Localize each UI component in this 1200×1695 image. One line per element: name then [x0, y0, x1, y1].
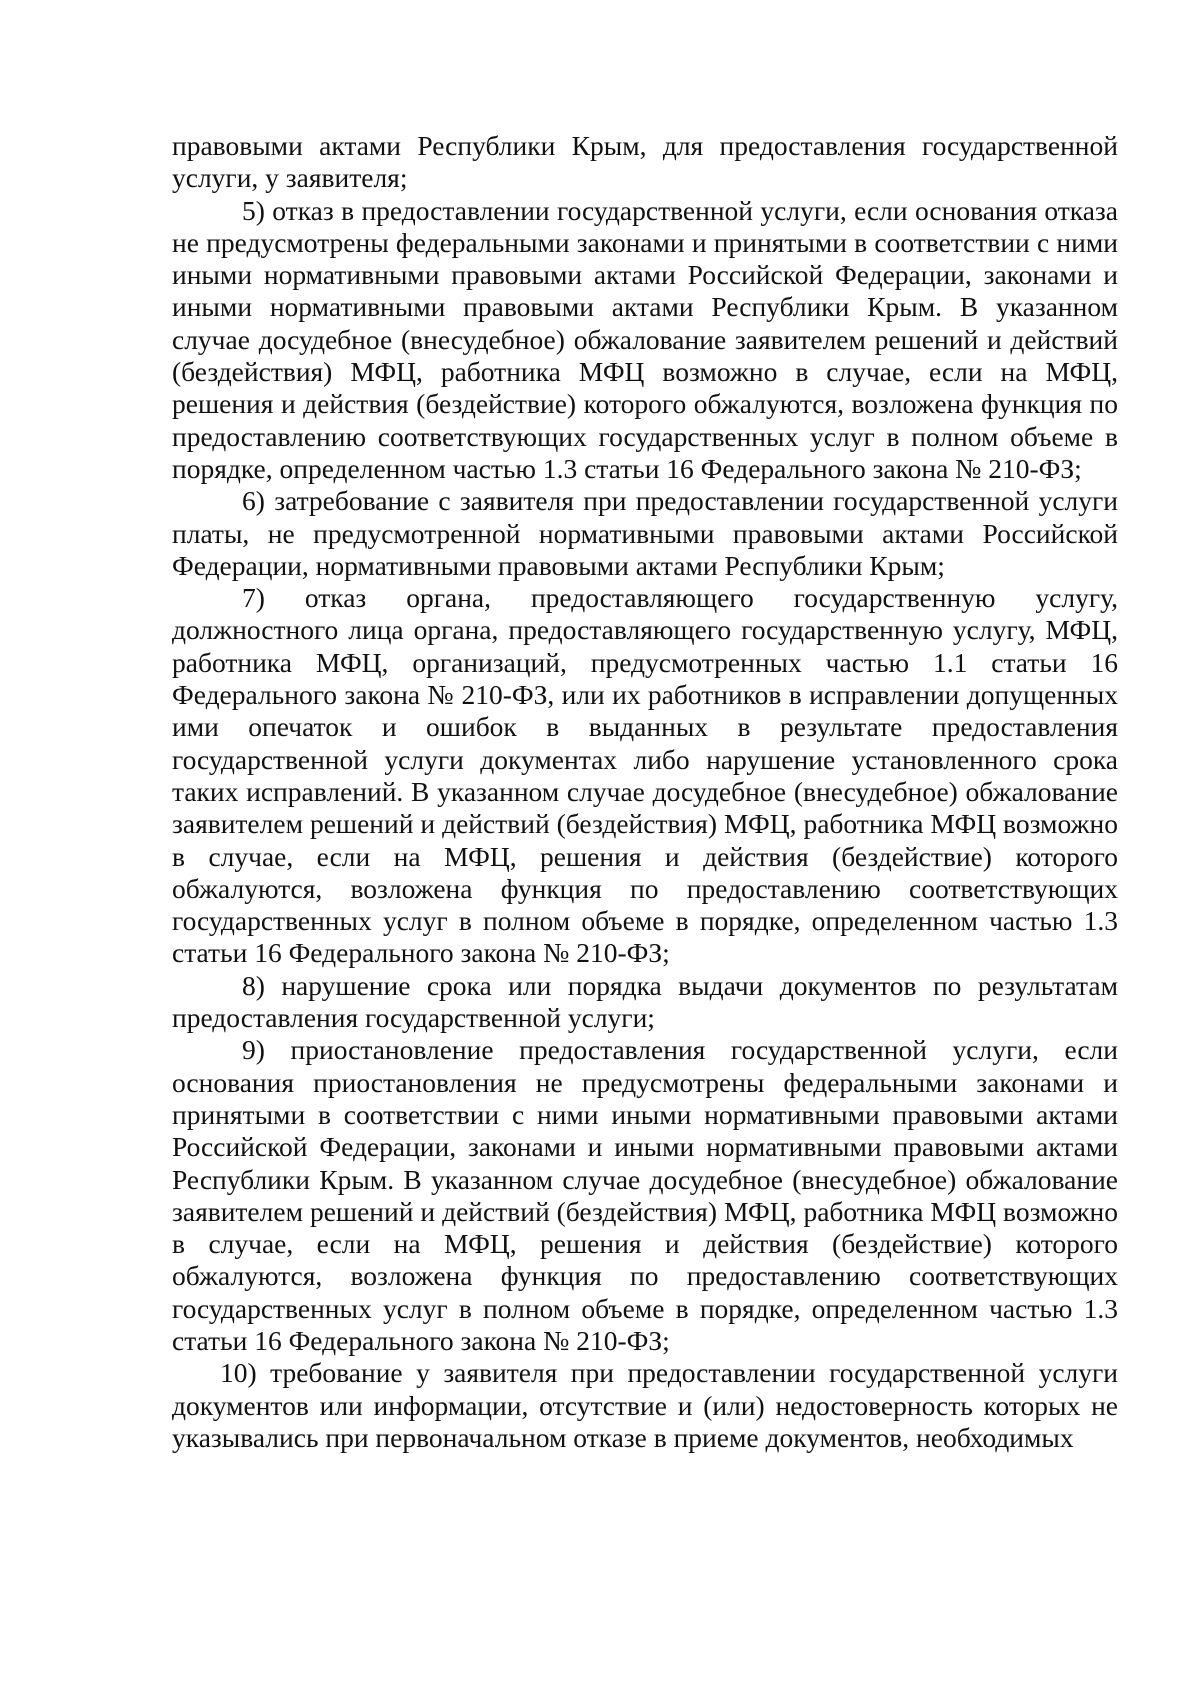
paragraph-item-10: 10) требование у заявителя при предоставлении государственной услуги документов или информации, отсутствие и (или) недостоверность которых не указывались при первоначальном отказе в приеме документов, необходимых — [172, 1357, 1118, 1453]
paragraph-item-6: 6) затребование с заявителя при предоставлении государственной услуги платы, не предусмотренной нормативными правовыми актами Российской Федерации, нормативными правовыми актами Республики Крым; — [172, 485, 1118, 581]
paragraph-item-7: 7) отказ органа, предоставляющего государственную услугу, должностного лица органа, предоставляющего государственную услугу, МФЦ, работника МФЦ, организаций, предусмотренных частью 1.1 статьи 16 Федерального закона № 210-ФЗ, или их работников в исправлении допущенных ими опечаток и ошибок в выданных в результате предоставления государственной услуги документах либо нарушение установленного срока таких исправлений. В указанном случае досудебное (внесудебное) обжалование заявителем решений и действий (бездействия) МФЦ, работника МФЦ возможно в случае, если на МФЦ, решения и действия (бездействие) которого обжалуются, возложена функция по предоставлению соответствующих государственных услуг в полном объеме в порядке, определенном частью 1.3 статьи 16 Федерального закона № 210-ФЗ; — [172, 582, 1118, 969]
paragraph-item-9: 9) приостановление предоставления государственной услуги, если основания приостановления не предусмотрены федеральными законами и принятыми в соответствии с ними иными нормативными правовыми актами Российской Федерации, законами и иными нормативными правовыми актами Республики Крым. В указанном случае досудебное (внесудебное) обжалование заявителем решений и действий (бездействия) МФЦ, работника МФЦ возможно в случае, если на МФЦ, решения и действия (бездействие) которого обжалуются, возложена функция по предоставлению соответствующих государственных услуг в полном объеме в порядке, определенном частью 1.3 статьи 16 Федерального закона № 210-ФЗ; — [172, 1034, 1118, 1356]
paragraph-continuation: правовыми актами Республики Крым, для предоставления государственной услуги, у заявителя; — [172, 130, 1118, 194]
paragraph-item-5: 5) отказ в предоставлении государственной услуги, если основания отказа не предусмотрены федеральными законами и принятыми в соответствии с ними иными нормативными правовыми актами Российской Федерации, законами и иными нормативными правовыми актами Республики Крым. В указанном случае досудебное (внесудебное) обжалование заявителем решений и действий (бездействия) МФЦ, работника МФЦ возможно в случае, если на МФЦ, решения и действия (бездействие) которого обжалуются, возложена функция по предоставлению соответствующих государственных услуг в полном объеме в порядке, определенном частью 1.3 статьи 16 Федерального закона № 210-ФЗ; — [172, 194, 1118, 484]
document-body — [172, 130, 1118, 1454]
paragraph-item-8: 8) нарушение срока или порядка выдачи документов по результатам предоставления государственной услуги; — [172, 969, 1118, 1034]
